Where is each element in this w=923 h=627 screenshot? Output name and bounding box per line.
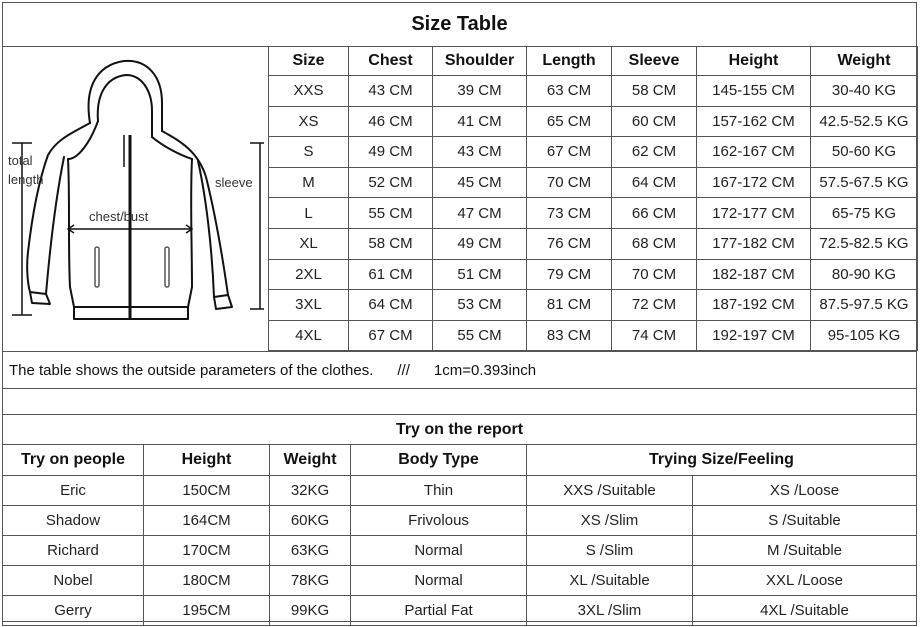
table-row <box>269 76 918 107</box>
sleeve-cell: 62 CM <box>612 137 697 168</box>
trying-size-1: 3XL /Slim <box>527 596 693 626</box>
chest-cell: 58 CM <box>349 228 433 259</box>
weight-cell: 42.5-52.5 KG <box>811 106 918 137</box>
trying-size-2: XS /Loose <box>693 476 917 506</box>
trying-size-1: S /Slim <box>527 536 693 566</box>
weight-cell: 95-105 KG <box>811 320 918 351</box>
trying-size-1: XS /Slim <box>527 506 693 536</box>
size-cell: XS <box>269 106 349 137</box>
table-row <box>269 167 918 198</box>
note-separator: /// <box>397 361 410 379</box>
height-cell: 177-182 CM <box>697 228 811 259</box>
shoulder-cell: 51 CM <box>433 259 527 290</box>
header-size: Size <box>269 47 349 76</box>
person-name: Shadow <box>3 506 144 536</box>
person-name: Gerry <box>3 596 144 626</box>
table-row <box>3 476 917 506</box>
size-cell: L <box>269 198 349 229</box>
sleeve-cell: 68 CM <box>612 228 697 259</box>
length-cell: 63 CM <box>527 76 612 107</box>
header-shoulder: Shoulder <box>433 47 527 76</box>
hooded-jacket-illustration <box>2 47 269 350</box>
person-height: 195CM <box>144 596 270 626</box>
person-name: Eric <box>3 476 144 506</box>
person-name: Nobel <box>3 566 144 596</box>
trying-size-1: XL /Suitable <box>527 566 693 596</box>
weight-cell: 80-90 KG <box>811 259 918 290</box>
table-row <box>269 137 918 168</box>
height-cell: 167-172 CM <box>697 167 811 198</box>
sleeve-cell: 72 CM <box>612 290 697 321</box>
header-body-type: Body Type <box>351 445 527 476</box>
sleeve-cell: 64 CM <box>612 167 697 198</box>
sleeve-cell: 70 CM <box>612 259 697 290</box>
chest-cell: 43 CM <box>349 76 433 107</box>
person-height: 150CM <box>144 476 270 506</box>
chest-cell: 64 CM <box>349 290 433 321</box>
size-cell: S <box>269 137 349 168</box>
trying-size-2: 4XL /Suitable <box>693 596 917 626</box>
unit-conversion: 1cm=0.393inch <box>433 361 537 379</box>
sleeve-label: sleeve <box>215 175 253 190</box>
height-cell: 157-162 CM <box>697 106 811 137</box>
note-text: The table shows the outside parameters of the clothes. <box>9 361 374 379</box>
table-row <box>269 320 918 351</box>
shoulder-cell: 53 CM <box>433 290 527 321</box>
person-height: 180CM <box>144 566 270 596</box>
trying-size-2: M /Suitable <box>693 536 917 566</box>
size-cell: M <box>269 167 349 198</box>
table-row <box>3 506 917 536</box>
trying-size-2: S /Suitable <box>693 506 917 536</box>
person-weight: 99KG <box>270 596 351 626</box>
shoulder-cell: 49 CM <box>433 228 527 259</box>
shoulder-cell: 43 CM <box>433 137 527 168</box>
length-cell: 76 CM <box>527 228 612 259</box>
length-cell: 79 CM <box>527 259 612 290</box>
size-table <box>268 46 918 351</box>
length-cell: 67 CM <box>527 137 612 168</box>
header-weight: Weight <box>270 445 351 476</box>
body-type: Partial Fat <box>351 596 527 626</box>
header-sleeve: Sleeve <box>612 47 697 76</box>
size-cell: XL <box>269 228 349 259</box>
trying-size-2: XXL /Loose <box>693 566 917 596</box>
weight-cell: 87.5-97.5 KG <box>811 290 918 321</box>
table-row <box>3 566 917 596</box>
height-cell: 162-167 CM <box>697 137 811 168</box>
person-weight: 32KG <box>270 476 351 506</box>
size-cell: 3XL <box>269 290 349 321</box>
size-cell: XXS <box>269 76 349 107</box>
total-label: total <box>8 153 33 168</box>
shoulder-cell: 45 CM <box>433 167 527 198</box>
chest-cell: 61 CM <box>349 259 433 290</box>
table-row <box>3 536 917 566</box>
body-type: Thin <box>351 476 527 506</box>
header-weight: Weight <box>811 47 918 76</box>
trying-size-1: XXS /Suitable <box>527 476 693 506</box>
table-row <box>269 290 918 321</box>
body-type: Normal <box>351 566 527 596</box>
table-row <box>269 259 918 290</box>
height-cell: 145-155 CM <box>697 76 811 107</box>
height-cell: 182-187 CM <box>697 259 811 290</box>
size-cell: 2XL <box>269 259 349 290</box>
shoulder-cell: 41 CM <box>433 106 527 137</box>
height-cell: 187-192 CM <box>697 290 811 321</box>
person-height: 170CM <box>144 536 270 566</box>
length-cell: 73 CM <box>527 198 612 229</box>
try-on-report-table <box>2 444 917 626</box>
chest-cell: 46 CM <box>349 106 433 137</box>
chest-bust-label: chest/bust <box>89 209 149 224</box>
chest-cell: 55 CM <box>349 198 433 229</box>
header-length: Length <box>527 47 612 76</box>
length-cell: 65 CM <box>527 106 612 137</box>
header-height: Height <box>697 47 811 76</box>
table-row <box>269 106 918 137</box>
shoulder-cell: 47 CM <box>433 198 527 229</box>
person-weight: 78KG <box>270 566 351 596</box>
person-weight: 60KG <box>270 506 351 536</box>
table-row <box>269 228 918 259</box>
body-type: Normal <box>351 536 527 566</box>
size-table-title: Size Table <box>2 2 917 47</box>
person-name: Richard <box>3 536 144 566</box>
header-trying-size-feeling: Trying Size/Feeling <box>527 445 917 476</box>
table-row <box>3 596 917 626</box>
header-chest: Chest <box>349 47 433 76</box>
chest-cell: 67 CM <box>349 320 433 351</box>
person-height: 164CM <box>144 506 270 536</box>
shoulder-cell: 55 CM <box>433 320 527 351</box>
person-weight: 63KG <box>270 536 351 566</box>
length-cell: 83 CM <box>527 320 612 351</box>
body-type: Frivolous <box>351 506 527 536</box>
weight-cell: 72.5-82.5 KG <box>811 228 918 259</box>
shoulder-cell: 39 CM <box>433 76 527 107</box>
weight-cell: 65-75 KG <box>811 198 918 229</box>
report-title: Try on the report <box>2 414 917 444</box>
height-cell: 172-177 CM <box>697 198 811 229</box>
weight-cell: 57.5-67.5 KG <box>811 167 918 198</box>
sleeve-cell: 74 CM <box>612 320 697 351</box>
weight-cell: 50-60 KG <box>811 137 918 168</box>
size-cell: 4XL <box>269 320 349 351</box>
length-cell: 81 CM <box>527 290 612 321</box>
jacket-diagram <box>2 47 269 350</box>
size-table-header-row <box>269 47 918 76</box>
report-header-row <box>3 445 917 476</box>
weight-cell: 30-40 KG <box>811 76 918 107</box>
table-row <box>269 198 918 229</box>
height-cell: 192-197 CM <box>697 320 811 351</box>
chest-cell: 49 CM <box>349 137 433 168</box>
measurement-note <box>2 351 917 389</box>
header-height: Height <box>144 445 270 476</box>
length-cell: 70 CM <box>527 167 612 198</box>
sleeve-cell: 66 CM <box>612 198 697 229</box>
header-try-on-people: Try on people <box>3 445 144 476</box>
sleeve-cell: 60 CM <box>612 106 697 137</box>
length-label: length <box>8 172 44 187</box>
chest-cell: 52 CM <box>349 167 433 198</box>
sleeve-cell: 58 CM <box>612 76 697 107</box>
